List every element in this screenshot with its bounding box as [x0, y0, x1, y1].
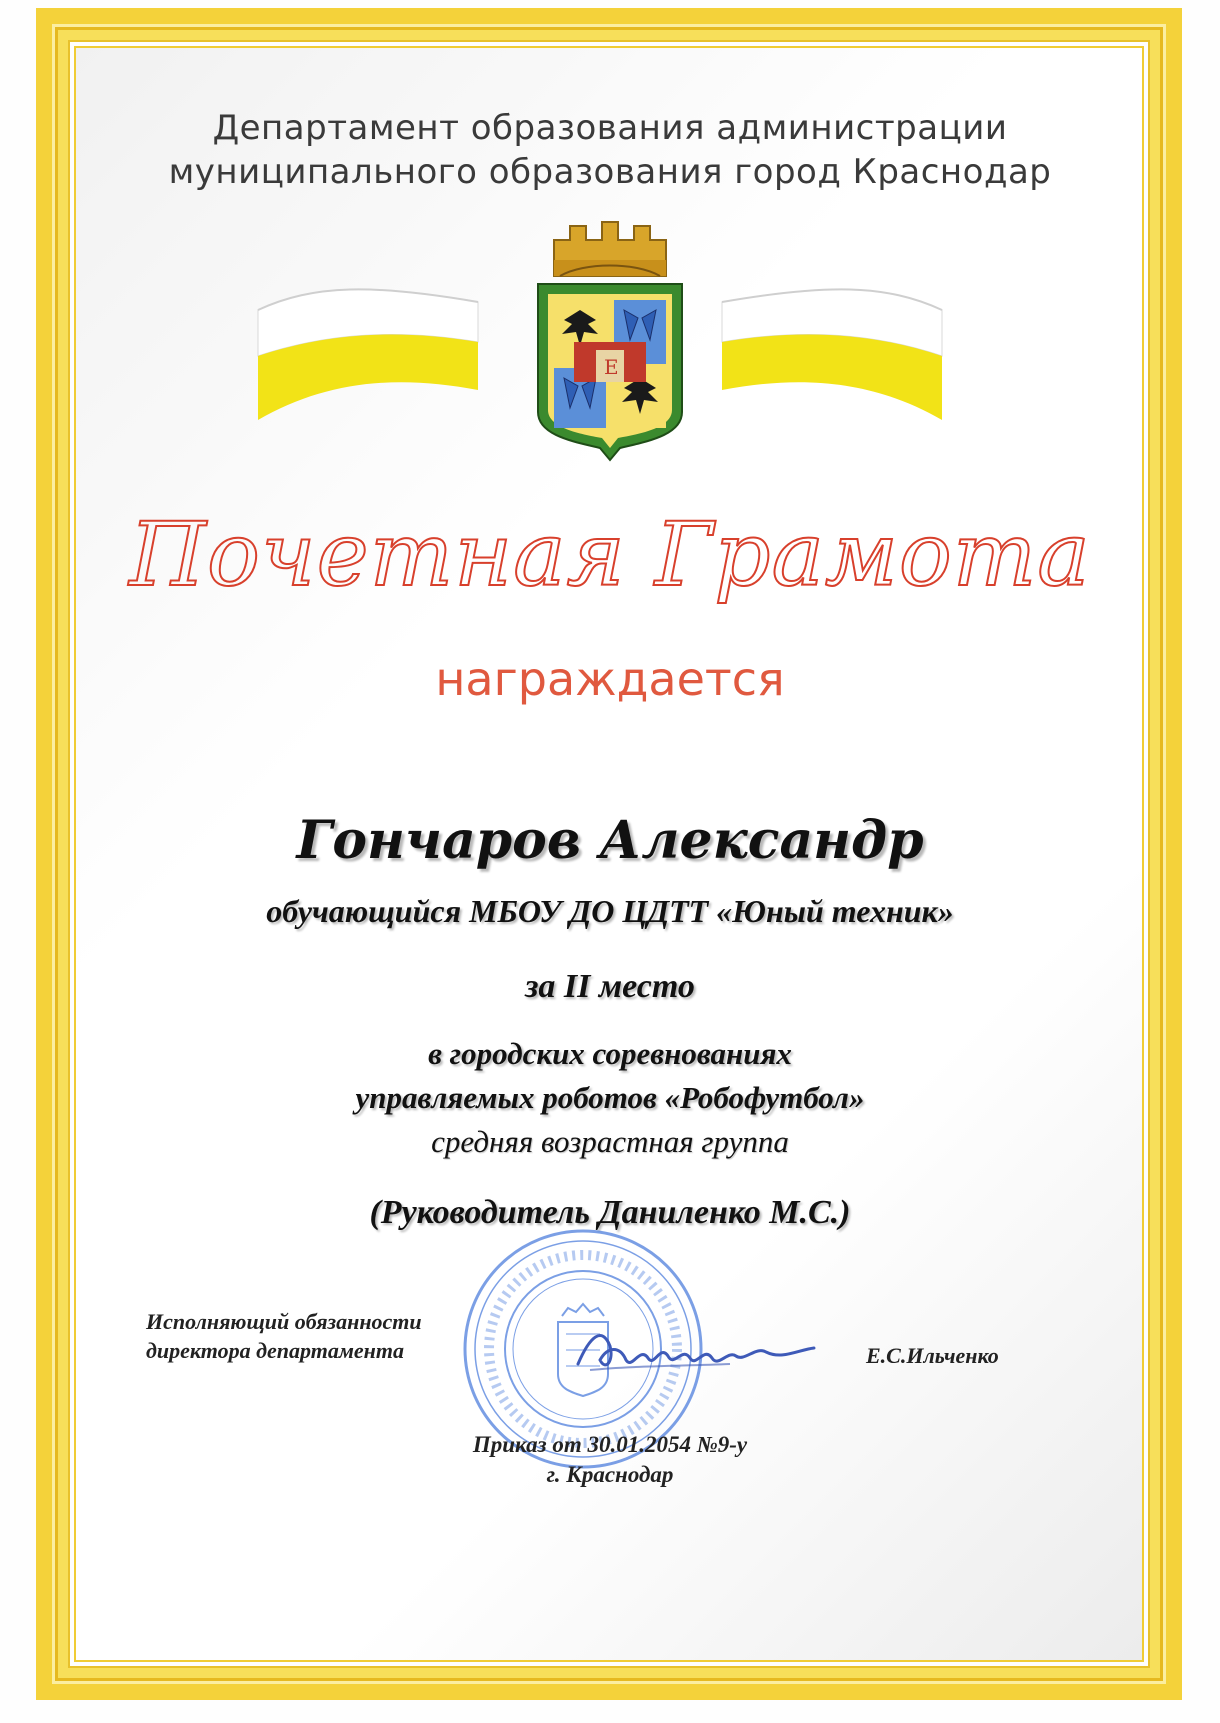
place-line: за II место: [525, 968, 695, 1005]
flag-left-icon: [254, 282, 482, 427]
signer-name: Е.С.Ильченко: [866, 1343, 999, 1368]
signer-position: [146, 1307, 422, 1365]
flag-right-icon: [718, 282, 946, 427]
department-header: [150, 106, 1070, 194]
coat-of-arms-icon: [524, 214, 696, 476]
leader-line: (Руководитель Даниленко М.С.): [369, 1194, 851, 1231]
order-number: Приказ от 30.01.2054 №9-у: [472, 1432, 748, 1457]
signer-position-line-1: Исполняющий обязанности: [146, 1309, 422, 1334]
certificate-title: Почетная Грамота: [129, 503, 1091, 606]
certificate-subtitle: награждается: [435, 652, 785, 706]
student-line: обучающийся МБОУ ДО ЦДТТ «Юный техник»: [266, 893, 954, 929]
header-line-1: Департамент образования администрации: [212, 108, 1008, 148]
header-line-2: муниципального образования город Краснодар: [168, 152, 1052, 192]
competition-line-2: управляемых роботов «Робофутбол»: [355, 1080, 865, 1115]
recipient-name: Гончаров Александр: [296, 810, 924, 871]
order-city: г. Краснодар: [546, 1462, 674, 1487]
age-group-line: средняя возрастная группа: [431, 1124, 789, 1159]
handwritten-signature: [560, 1316, 830, 1386]
signer-position-line-2: директора департамента: [146, 1338, 404, 1363]
order-info: [350, 1430, 870, 1490]
competition-line-1: в городских соревнованиях: [428, 1036, 792, 1071]
svg-text:Е: Е: [604, 355, 619, 379]
